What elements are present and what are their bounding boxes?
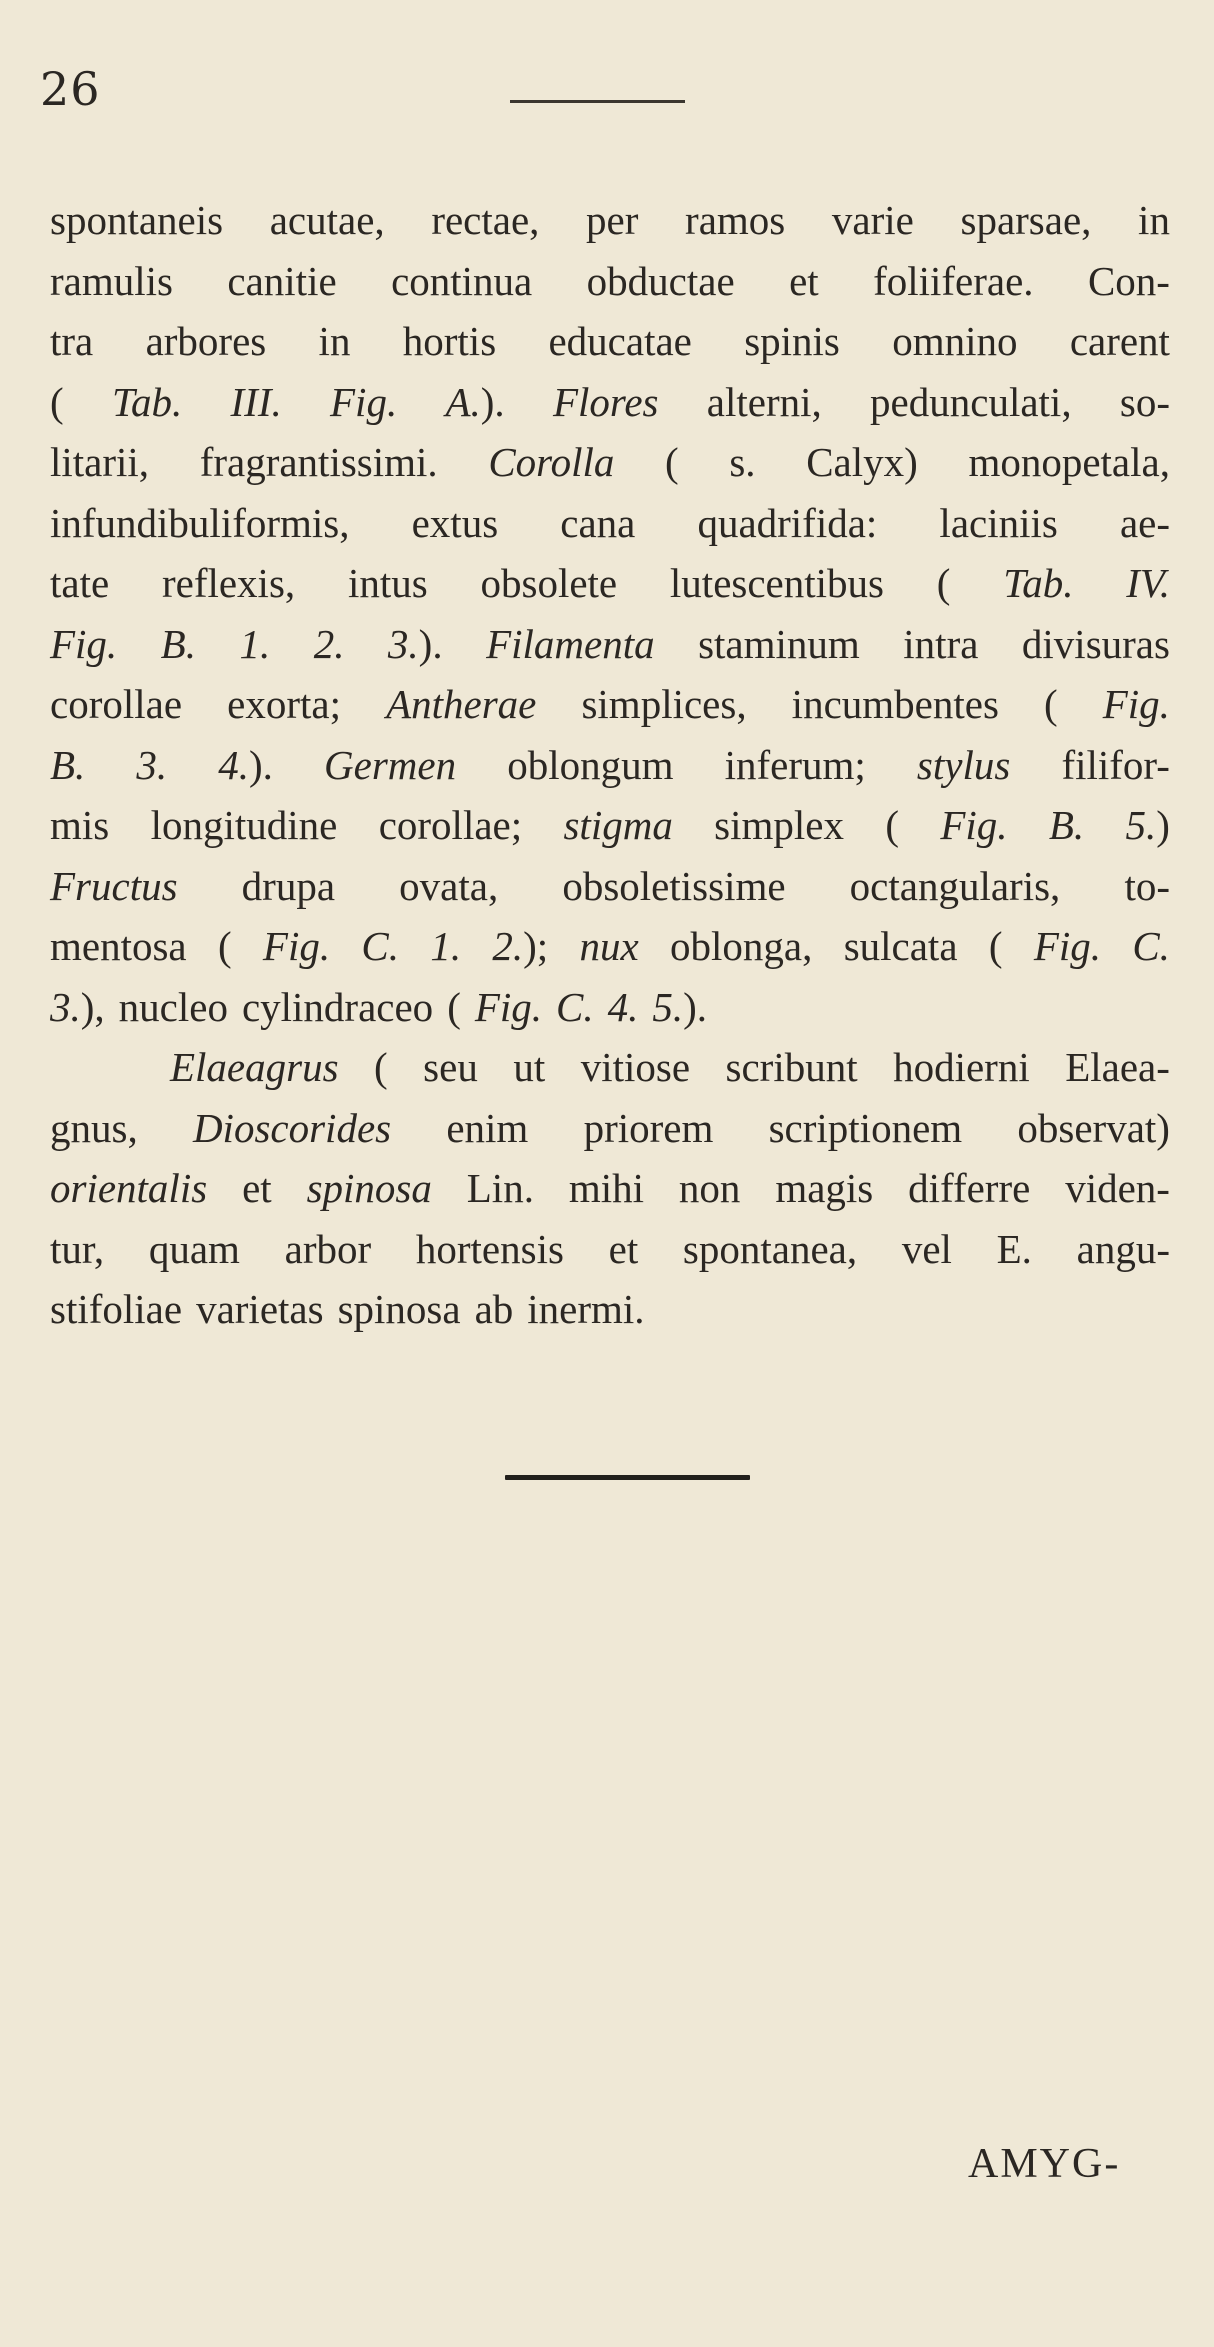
word: spontanea, xyxy=(682,1225,858,1272)
word: III. xyxy=(230,378,282,425)
word: et xyxy=(242,1165,272,1211)
word: 1. xyxy=(239,620,271,667)
word: B. xyxy=(50,741,86,788)
word: laciniis xyxy=(939,499,1058,546)
word: s. xyxy=(729,439,756,485)
word: 5.) xyxy=(1125,802,1170,848)
word: in xyxy=(318,318,351,364)
word: 5.). xyxy=(652,983,708,1030)
word: observat) xyxy=(1017,1104,1170,1151)
text-line xyxy=(50,977,1170,1038)
word: vel xyxy=(901,1225,952,1272)
header-rule xyxy=(510,100,685,103)
word: Germen xyxy=(324,741,457,788)
word: ( xyxy=(374,1044,388,1090)
text-line xyxy=(50,1158,1170,1219)
word: spinosa xyxy=(306,1165,432,1211)
word: C. xyxy=(556,983,594,1030)
text-line xyxy=(50,614,1170,675)
text-line xyxy=(50,372,1170,433)
word: educatae xyxy=(548,318,692,364)
word: ( xyxy=(1044,681,1058,727)
word: exorta; xyxy=(227,681,341,727)
word: acutae, xyxy=(269,197,385,243)
text-line xyxy=(50,432,1170,493)
word: sparsae, xyxy=(960,197,1092,243)
word: 2. xyxy=(313,620,345,667)
word: ( xyxy=(665,439,679,485)
word: Corolla xyxy=(488,439,615,485)
word: ut xyxy=(513,1044,546,1090)
word: mihi xyxy=(568,1165,645,1211)
word: vitiose xyxy=(580,1044,691,1090)
word: C. xyxy=(1132,923,1170,969)
word: tra xyxy=(50,318,94,364)
word: ramulis xyxy=(50,257,173,304)
word: corollae; xyxy=(378,802,523,848)
word: oblonga, xyxy=(670,923,813,969)
word: ( xyxy=(447,983,461,1030)
word: continua xyxy=(391,257,533,304)
word: Tab. xyxy=(111,378,183,425)
word: Tab. xyxy=(1003,560,1074,606)
word: obsolete xyxy=(480,560,618,606)
text-line xyxy=(50,856,1170,917)
word: scribunt xyxy=(725,1044,858,1090)
word: stigma xyxy=(563,802,673,848)
word: quam xyxy=(148,1225,240,1272)
body-text xyxy=(50,190,1170,1340)
word: C. xyxy=(361,923,400,969)
word: cana xyxy=(560,499,636,546)
word: B. xyxy=(160,620,196,667)
word: magis xyxy=(775,1165,874,1211)
word: sulcata xyxy=(843,923,958,969)
word: Fig. xyxy=(940,802,1008,848)
word: 3.), xyxy=(50,983,105,1030)
word: mentosa xyxy=(50,923,187,969)
word: Lin. xyxy=(466,1165,534,1211)
word: nucleo xyxy=(118,983,228,1030)
word: ab xyxy=(474,1286,514,1332)
text-line xyxy=(50,493,1170,554)
word: stifoliae xyxy=(50,1286,183,1332)
word: arbores xyxy=(145,318,267,364)
text-line xyxy=(50,674,1170,735)
word: hortis xyxy=(402,318,497,364)
word: Flores xyxy=(552,378,659,425)
word: angu- xyxy=(1076,1225,1170,1272)
word: tate xyxy=(50,560,110,606)
text-line xyxy=(50,916,1170,977)
word: canitie xyxy=(227,257,337,304)
word: quadrifida: xyxy=(697,499,878,546)
word: Fig. xyxy=(262,923,331,969)
word: 3. xyxy=(136,741,168,788)
word: Fig. xyxy=(330,378,398,425)
word: B. xyxy=(1048,802,1085,848)
word: ramos xyxy=(685,197,786,243)
word: ( xyxy=(50,378,64,425)
catchword: AMYG- xyxy=(968,2141,1121,2187)
word: so- xyxy=(1119,378,1170,425)
word: alterni, xyxy=(706,378,822,425)
word: tur, xyxy=(50,1225,105,1272)
word: per xyxy=(586,197,639,243)
text-line xyxy=(50,251,1170,312)
word: ( xyxy=(217,923,232,969)
text-line xyxy=(50,735,1170,796)
word: arbor xyxy=(284,1225,372,1272)
word: ( xyxy=(988,923,1003,969)
word: foliiferae. xyxy=(873,257,1034,304)
word: hodierni xyxy=(893,1044,1030,1090)
word: seu xyxy=(423,1044,478,1090)
word: filifor- xyxy=(1061,741,1170,788)
word: Filamenta xyxy=(486,620,655,667)
word: lutescentibus xyxy=(669,560,884,606)
word: gnus, xyxy=(50,1104,138,1151)
word: mis xyxy=(50,802,110,848)
word: 4.). xyxy=(218,741,273,788)
word: ovata, xyxy=(399,862,499,909)
word: 3.). xyxy=(387,620,443,667)
word: E. xyxy=(996,1225,1032,1272)
word: spontaneis xyxy=(50,197,224,243)
word: inermi. xyxy=(527,1286,645,1332)
word: stylus xyxy=(916,741,1011,788)
text-line xyxy=(50,553,1170,614)
word: intra xyxy=(903,620,979,667)
word: monopetala, xyxy=(968,439,1170,485)
word: IV. xyxy=(1126,560,1170,606)
word: omnino xyxy=(892,318,1018,364)
word: rectae, xyxy=(431,197,540,243)
word: reflexis, xyxy=(161,560,296,606)
word: Fig. xyxy=(474,983,543,1030)
word: ae- xyxy=(1119,499,1170,546)
word: ( xyxy=(885,802,899,848)
word: 2.); xyxy=(492,923,549,969)
word: varie xyxy=(831,197,914,243)
text-line xyxy=(50,1098,1170,1159)
word: infundibuliformis, xyxy=(50,499,350,546)
word: simplices, xyxy=(581,681,747,727)
page-number: 26 xyxy=(40,62,101,116)
word: Calyx) xyxy=(806,439,918,485)
word: Fig. xyxy=(1033,923,1101,969)
word: carent xyxy=(1069,318,1170,364)
word: A.). xyxy=(445,378,505,425)
word: enim xyxy=(446,1104,529,1151)
word: 1. xyxy=(430,923,462,969)
word: varietas xyxy=(196,1286,324,1332)
word: obsoletissime xyxy=(562,862,786,909)
word: priorem xyxy=(583,1104,714,1151)
word: et xyxy=(608,1225,639,1272)
word: Fig. xyxy=(1102,681,1170,727)
word: non xyxy=(678,1165,741,1211)
word: Fructus xyxy=(50,862,178,909)
word: oblongum xyxy=(507,741,674,788)
word: orientalis xyxy=(50,1165,208,1211)
word: incumbentes xyxy=(791,681,999,727)
word: to- xyxy=(1124,862,1170,909)
word: Elaea- xyxy=(1065,1044,1170,1090)
word: Antherae xyxy=(386,681,537,727)
word: corollae xyxy=(50,681,183,727)
word: Elaeagrus xyxy=(170,1044,339,1090)
word: hortensis xyxy=(415,1225,564,1272)
word: pedunculati, xyxy=(870,378,1072,425)
word: intus xyxy=(347,560,428,606)
word: Dioscorides xyxy=(192,1104,392,1151)
word: differre xyxy=(908,1165,1031,1211)
word: spinosa xyxy=(337,1286,461,1332)
word: Con- xyxy=(1087,257,1170,304)
word: fragrantissimi. xyxy=(199,439,438,485)
word: divisuras xyxy=(1021,620,1170,667)
word: litarii, xyxy=(50,439,150,485)
word: drupa xyxy=(241,862,336,909)
word: obductae xyxy=(586,257,735,304)
section-end-rule xyxy=(505,1475,750,1480)
word: 4. xyxy=(607,983,639,1030)
word: staminum xyxy=(698,620,860,667)
word: et xyxy=(789,257,819,304)
word: spinis xyxy=(744,318,840,364)
word: viden- xyxy=(1065,1165,1170,1211)
text-line xyxy=(50,795,1170,856)
text-line xyxy=(50,1219,1170,1280)
word: inferum; xyxy=(724,741,866,788)
text-line xyxy=(50,1037,1170,1098)
word: octangularis, xyxy=(849,862,1061,909)
word: scriptionem xyxy=(768,1104,963,1151)
word: Fig. xyxy=(50,620,118,667)
word: in xyxy=(1138,197,1170,243)
text-line xyxy=(50,1279,1170,1340)
word: extus xyxy=(411,499,499,546)
word: longitudine xyxy=(150,802,338,848)
word: ( xyxy=(936,560,951,606)
text-line xyxy=(50,190,1170,251)
text-line xyxy=(50,311,1170,372)
word: nux xyxy=(579,923,639,969)
word: cylindraceo xyxy=(241,983,434,1030)
word: simplex xyxy=(714,802,844,848)
